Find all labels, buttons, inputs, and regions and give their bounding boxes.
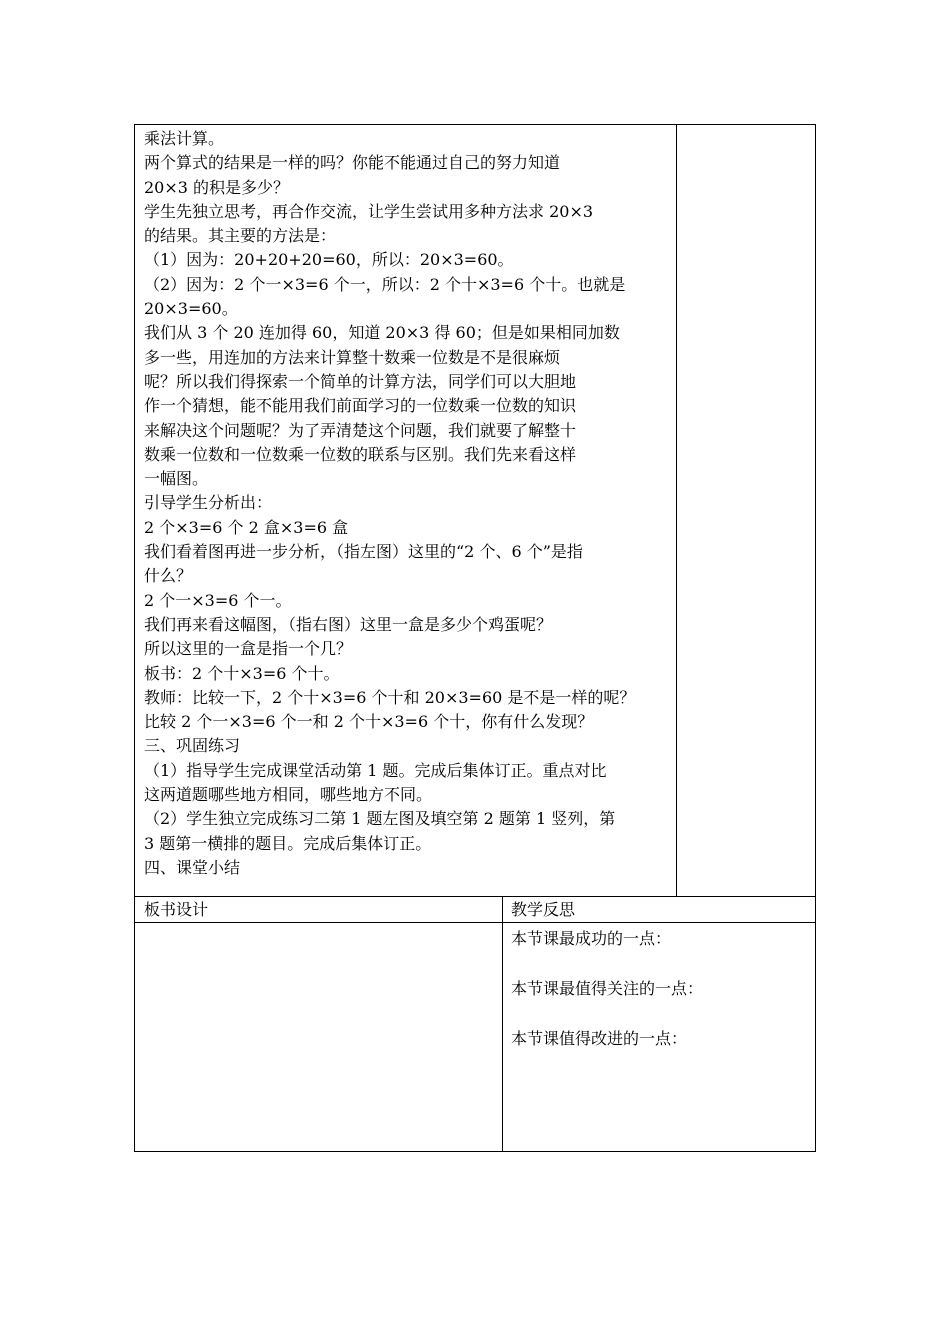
- text-line: 作一个猜想，能不能用我们前面学习的一位数乘一位数的知识: [144, 396, 577, 416]
- text-line: （1）指导学生完成课堂活动第 1 题。完成后集体订正。重点对比: [144, 760, 607, 780]
- text-line: 这两道题哪些地方相同，哪些地方不同。: [144, 785, 433, 805]
- text-line: 我们从 3 个 20 连加得 60，知道 20×3 得 60；但是如果相同加数: [144, 323, 620, 343]
- table-border-right: [815, 124, 816, 1152]
- text-line: 20×3=60。: [144, 299, 238, 319]
- text-line: 两个算式的结果是一样的吗？你能不能通过自己的努力知道: [144, 153, 561, 173]
- teaching-reflection-label: 教学反思: [511, 900, 576, 919]
- reflection-item-attention: 本节课最值得关注的一点：: [511, 979, 704, 998]
- text-line: 呢？所以我们得探索一个简单的计算方法，同学们可以大胆地: [144, 371, 577, 391]
- lesson-process-text: [144, 127, 670, 880]
- text-line: 三、巩固练习: [144, 736, 241, 756]
- table-divider-content-bottom: [134, 896, 816, 897]
- text-line: 我们再来看这幅图，（指右图）这里一盒是多少个鸡蛋呢？: [144, 614, 553, 634]
- text-line: 2 个×3=6 个 2 盒×3=6 盒: [144, 517, 349, 537]
- text-line: 所以这里的一盒是指一个几？: [144, 639, 353, 659]
- text-line: 比较 2 个一×3=6 个一和 2 个十×3=6 个十，你有什么发现？: [144, 712, 594, 732]
- text-line: 多一些，用连加的方法来计算整十数乘一位数是不是很麻烦: [144, 347, 561, 367]
- reflection-item-success: 本节课最成功的一点：: [511, 929, 672, 948]
- text-line: （2）因为：2 个一×3=6 个一，所以：2 个十×3=6 个十。也就是: [144, 274, 626, 294]
- reflection-item-improve: 本节课值得改进的一点：: [511, 1029, 688, 1048]
- text-line: 一幅图。: [144, 469, 209, 489]
- text-line: 四、课堂小结: [144, 857, 241, 877]
- text-line: 2 个一×3=6 个一。: [144, 590, 292, 610]
- table-divider-reflection-column: [502, 896, 503, 1152]
- text-line: 什么？: [144, 566, 193, 586]
- text-line: 数乘一位数和一位数乘一位数的联系与区别。我们先来看这样: [144, 444, 577, 464]
- text-line: （1）因为：20+20+20=60，所以：20×3=60。: [144, 250, 514, 270]
- text-line: 来解决这个问题呢？为了弄清楚这个问题，我们就要了解整十: [144, 420, 577, 440]
- text-line: 乘法计算。: [144, 129, 225, 148]
- text-line: 20×3 的积是多少？: [144, 177, 290, 197]
- board-design-cell: [135, 923, 502, 1151]
- text-line: 3 题第一横排的题目。完成后集体订正。: [144, 833, 432, 853]
- text-line: 的结果。其主要的方法是：: [144, 226, 337, 246]
- notes-cell: [677, 125, 815, 896]
- board-design-label: 板书设计: [144, 900, 209, 919]
- text-line: 板书：2 个十×3=6 个十。: [144, 663, 340, 683]
- text-line: 教师：比较一下，2 个十×3=6 个十和 20×3=60 是不是一样的呢？: [144, 687, 636, 707]
- table-border-bottom: [134, 1151, 816, 1152]
- text-line: 引导学生分析出：: [144, 493, 273, 513]
- text-line: 我们看着图再进一步分析，（指左图）这里的“2 个、6 个”是指: [144, 542, 583, 562]
- text-line: 学生先独立思考，再合作交流，让学生尝试用多种方法求 20×3: [144, 201, 594, 221]
- text-line: （2）学生独立完成练习二第 1 题左图及填空第 2 题第 1 竖列，第: [144, 809, 616, 829]
- teaching-reflection-cell: [511, 927, 811, 1077]
